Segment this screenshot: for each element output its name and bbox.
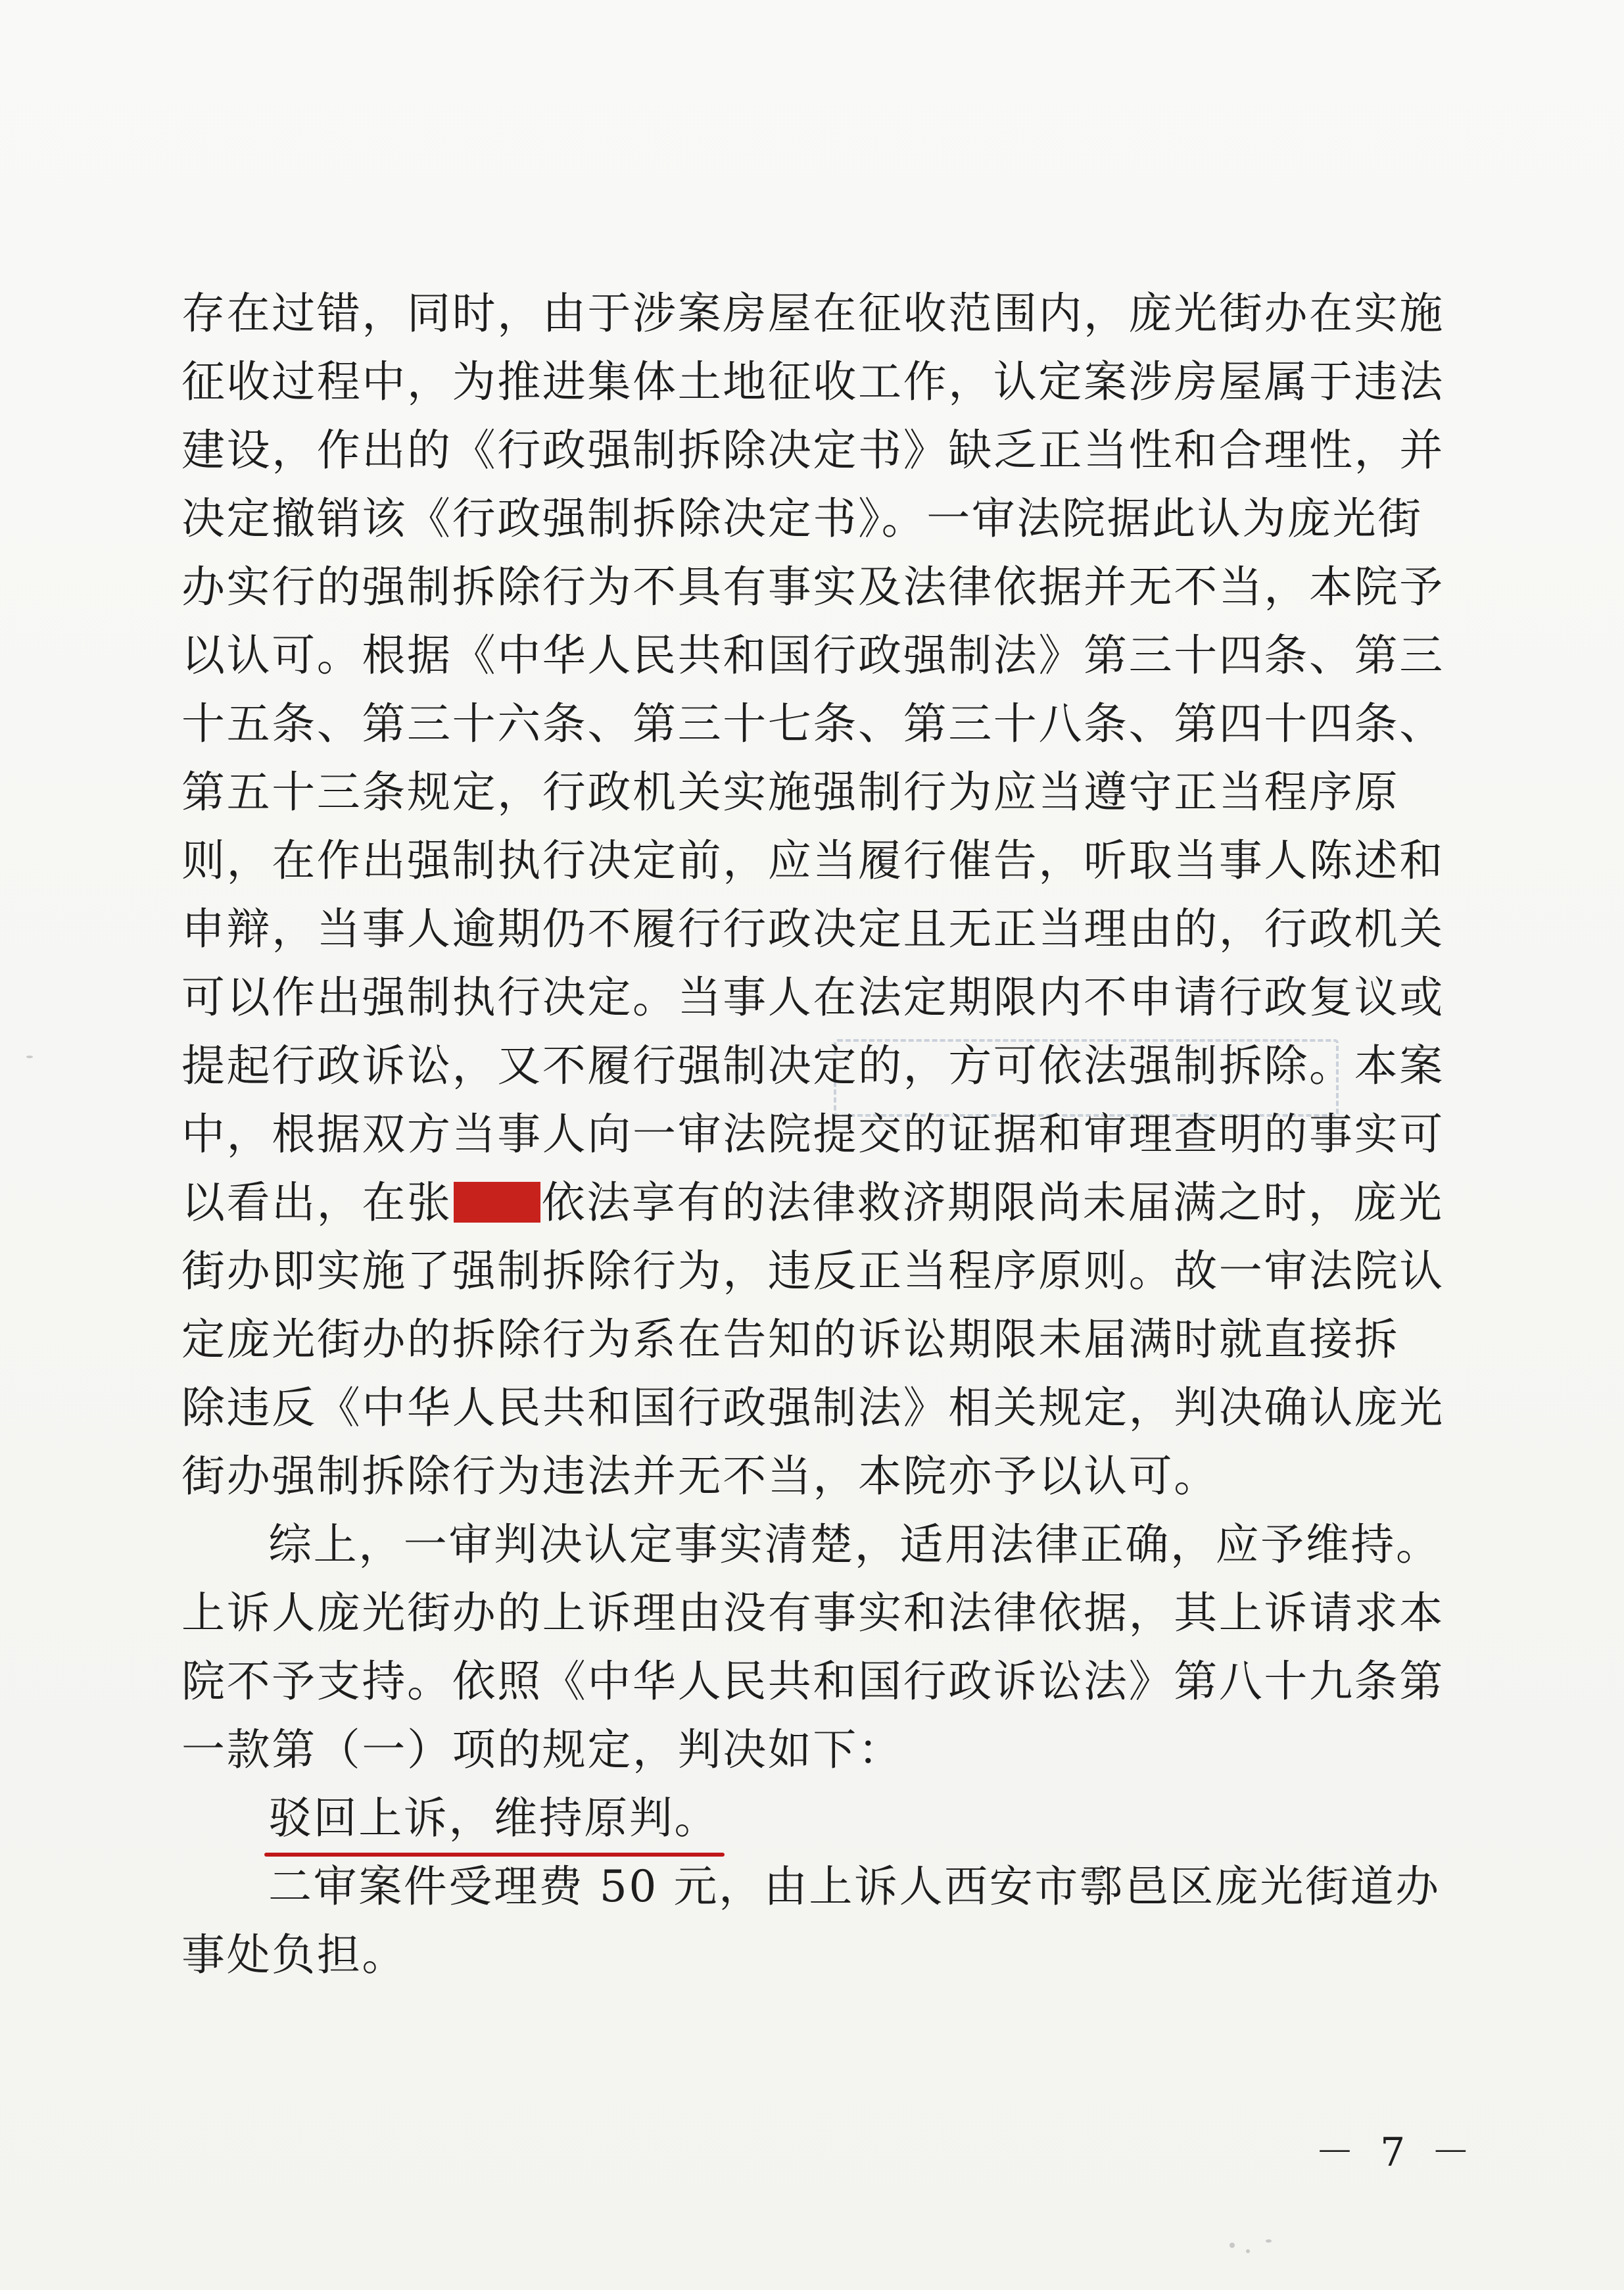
summary-line: 院不予支持。依照《中华人民共和国行政诉讼法》第八十九条第 bbox=[181, 1656, 1445, 1707]
text-line: 则，在作出强制执行决定前，应当履行催告，听取当事人陈述和 bbox=[181, 835, 1445, 886]
judgment-text bbox=[181, 280, 1445, 1989]
text-line: 申辩，当事人逾期仍不履行行政决定且无正当理由的，行政机关 bbox=[181, 904, 1445, 954]
text-line: 街办强制拆除行为违法并无不当，本院亦予以认可。 bbox=[181, 1451, 1219, 1501]
text-line: 存在过错，同时，由于涉案房屋在征收范围内，庞光街办在实施 bbox=[181, 288, 1445, 339]
text-line: 提起行政诉讼，又不履行强制决定的，方可依法强制拆除。本案 bbox=[181, 1040, 1445, 1091]
text-line: 第五十三条规定，行政机关实施强制行为应当遵守正当程序原 bbox=[181, 767, 1400, 817]
summary-line: 上诉人庞光街办的上诉理由没有事实和法律依据，其上诉请求本 bbox=[181, 1588, 1445, 1638]
redacted-line-before: 以看出，在张 bbox=[181, 1177, 452, 1228]
scan-speck bbox=[26, 1056, 33, 1058]
text-line: 十五条、第三十六条、第三十七条、第三十八条、第四十四条、 bbox=[181, 698, 1445, 749]
fee-line: 事处负担。 bbox=[181, 1930, 407, 1980]
redacted-line-after: 依法享有的法律救济期限尚未届满之时，庞光 bbox=[541, 1177, 1444, 1228]
redaction-block bbox=[454, 1182, 540, 1223]
verdict-line bbox=[181, 1784, 1418, 1853]
text-line: 除违反《中华人民共和国行政强制法》相关规定，判决确认庞光 bbox=[181, 1382, 1445, 1433]
fee-line: 二审案件受理费 50 元，由上诉人西安市鄠邑区庞光街道办 bbox=[268, 1861, 1441, 1912]
text-line: 征收过程中，为推进集体土地征收工作，认定案涉房屋属于违法 bbox=[181, 356, 1445, 407]
text-line: 以认可。根据《中华人民共和国行政强制法》第三十四条、第三 bbox=[181, 630, 1445, 681]
scan-speck bbox=[1230, 2243, 1235, 2248]
text-line: 定庞光街办的拆除行为系在告知的诉讼期限未届满时就直接拆 bbox=[181, 1314, 1400, 1365]
summary-line: 一款第（一）项的规定，判决如下： bbox=[181, 1724, 903, 1775]
verdict-text: 驳回上诉，维持原判。 bbox=[268, 1784, 719, 1853]
text-line: 可以作出强制执行决定。当事人在法定期限内不申请行政复议或 bbox=[181, 972, 1445, 1023]
scan-speck bbox=[1266, 2239, 1272, 2243]
redacted-text-line bbox=[181, 1169, 1444, 1237]
text-line: 建设，作出的《行政强制拆除决定书》缺乏正当性和合理性，并 bbox=[181, 425, 1445, 475]
page-number: － 7 － bbox=[1315, 2130, 1477, 2176]
text-line: 办实行的强制拆除行为不具有事实及法律依据并无不当，本院予 bbox=[181, 562, 1445, 612]
scan-speck bbox=[1246, 2249, 1250, 2253]
text-line: 街办即实施了强制拆除行为，违反正当程序原则。故一审法院认 bbox=[181, 1246, 1445, 1296]
summary-line: 综上，一审判决认定事实清楚，适用法律正确，应予维持。 bbox=[268, 1519, 1441, 1570]
text-line: 决定撤销该《行政强制拆除决定书》。一审法院据此认为庞光街 bbox=[181, 493, 1423, 544]
text-line: 中，根据双方当事人向一审法院提交的证据和审理查明的事实可 bbox=[181, 1109, 1445, 1159]
